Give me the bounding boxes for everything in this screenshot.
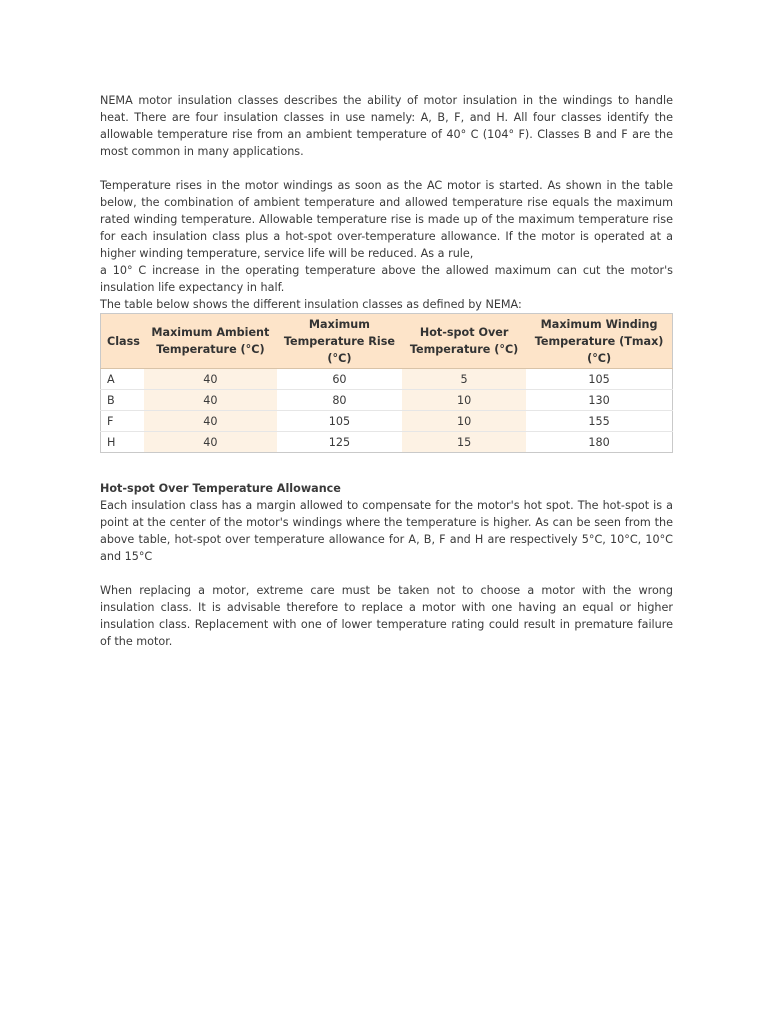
document-body bbox=[100, 92, 673, 650]
cell-winding: 105 bbox=[526, 369, 672, 390]
cell-winding: 130 bbox=[526, 390, 672, 411]
cell-hotspot: 10 bbox=[402, 390, 526, 411]
intro-paragraph-4: The table below shows the different insulation classes as defined by NEMA: bbox=[100, 298, 522, 311]
insulation-class-table bbox=[100, 313, 673, 453]
cell-winding: 180 bbox=[526, 432, 672, 453]
cell-ambient: 40 bbox=[144, 411, 277, 432]
hotspot-paragraph-2: When replacing a motor, extreme care must be taken not to choose a motor with the wrong insulation class. It is advisable therefore to replace a motor with one having an equal or higher insulation class. Replacement with one of lower temperature rating could result in premature failure of the motor. bbox=[100, 584, 673, 648]
intro-paragraph-1: NEMA motor insulation classes describes the ability of motor insulation in the windings to handle heat. There are four insulation classes in use namely: A, B, F, and H. All four classes identify the allowable temperature rise from an ambient temperature of 40° C (104° F). Classes B and F are the most common in many applications. bbox=[100, 94, 673, 158]
cell-class: B bbox=[101, 390, 144, 411]
cell-rise: 125 bbox=[277, 432, 402, 453]
header-max-rise: Maximum Temperature Rise (°C) bbox=[277, 314, 402, 369]
table-header-row bbox=[101, 314, 673, 369]
spacer bbox=[100, 463, 673, 480]
intro-paragraph-3: a 10° C increase in the operating temperature above the allowed maximum can cut the motor's insulation life expectancy in half. bbox=[100, 264, 673, 294]
cell-ambient: 40 bbox=[144, 432, 277, 453]
table-row bbox=[101, 369, 673, 390]
cell-hotspot: 10 bbox=[402, 411, 526, 432]
cell-hotspot: 15 bbox=[402, 432, 526, 453]
cell-class: F bbox=[101, 411, 144, 432]
cell-ambient: 40 bbox=[144, 369, 277, 390]
cell-hotspot: 5 bbox=[402, 369, 526, 390]
spacer bbox=[100, 565, 673, 582]
header-class: Class bbox=[101, 314, 144, 369]
cell-rise: 80 bbox=[277, 390, 402, 411]
header-max-winding: Maximum Winding Temperature (Tmax)(°C) bbox=[526, 314, 672, 369]
cell-class: A bbox=[101, 369, 144, 390]
intro-paragraph-2: Temperature rises in the motor windings as soon as the AC motor is started. As shown in the table below, the combination of ambient temperature and allowed temperature rise equals the maximum rated winding temperature. Allowable temperature rise is made up of the maximum temperature rise for each insulation class plus a hot-spot over-temperature allowance. If the motor is operated at a higher winding temperature, service life will be reduced. As a rule, bbox=[100, 179, 673, 260]
header-hotspot: Hot-spot Over Temperature (°C) bbox=[402, 314, 526, 369]
header-max-ambient: Maximum Ambient Temperature (°C) bbox=[144, 314, 277, 369]
cell-class: H bbox=[101, 432, 144, 453]
table-row bbox=[101, 432, 673, 453]
hotspot-paragraph-1: Each insulation class has a margin allowed to compensate for the motor's hot spot. The hot-spot is a point at the center of the motor's windings where the temperature is higher. As can be seen from the above table, hot-spot over temperature allowance for A, B, F and H are respectively 5°C, 10°C, 10°C and 15°C bbox=[100, 499, 673, 563]
cell-ambient: 40 bbox=[144, 390, 277, 411]
table-row bbox=[101, 411, 673, 432]
table-row bbox=[101, 390, 673, 411]
cell-rise: 60 bbox=[277, 369, 402, 390]
cell-rise: 105 bbox=[277, 411, 402, 432]
spacer bbox=[100, 160, 673, 177]
section-heading-hotspot: Hot-spot Over Temperature Allowance bbox=[100, 482, 341, 495]
cell-winding: 155 bbox=[526, 411, 672, 432]
